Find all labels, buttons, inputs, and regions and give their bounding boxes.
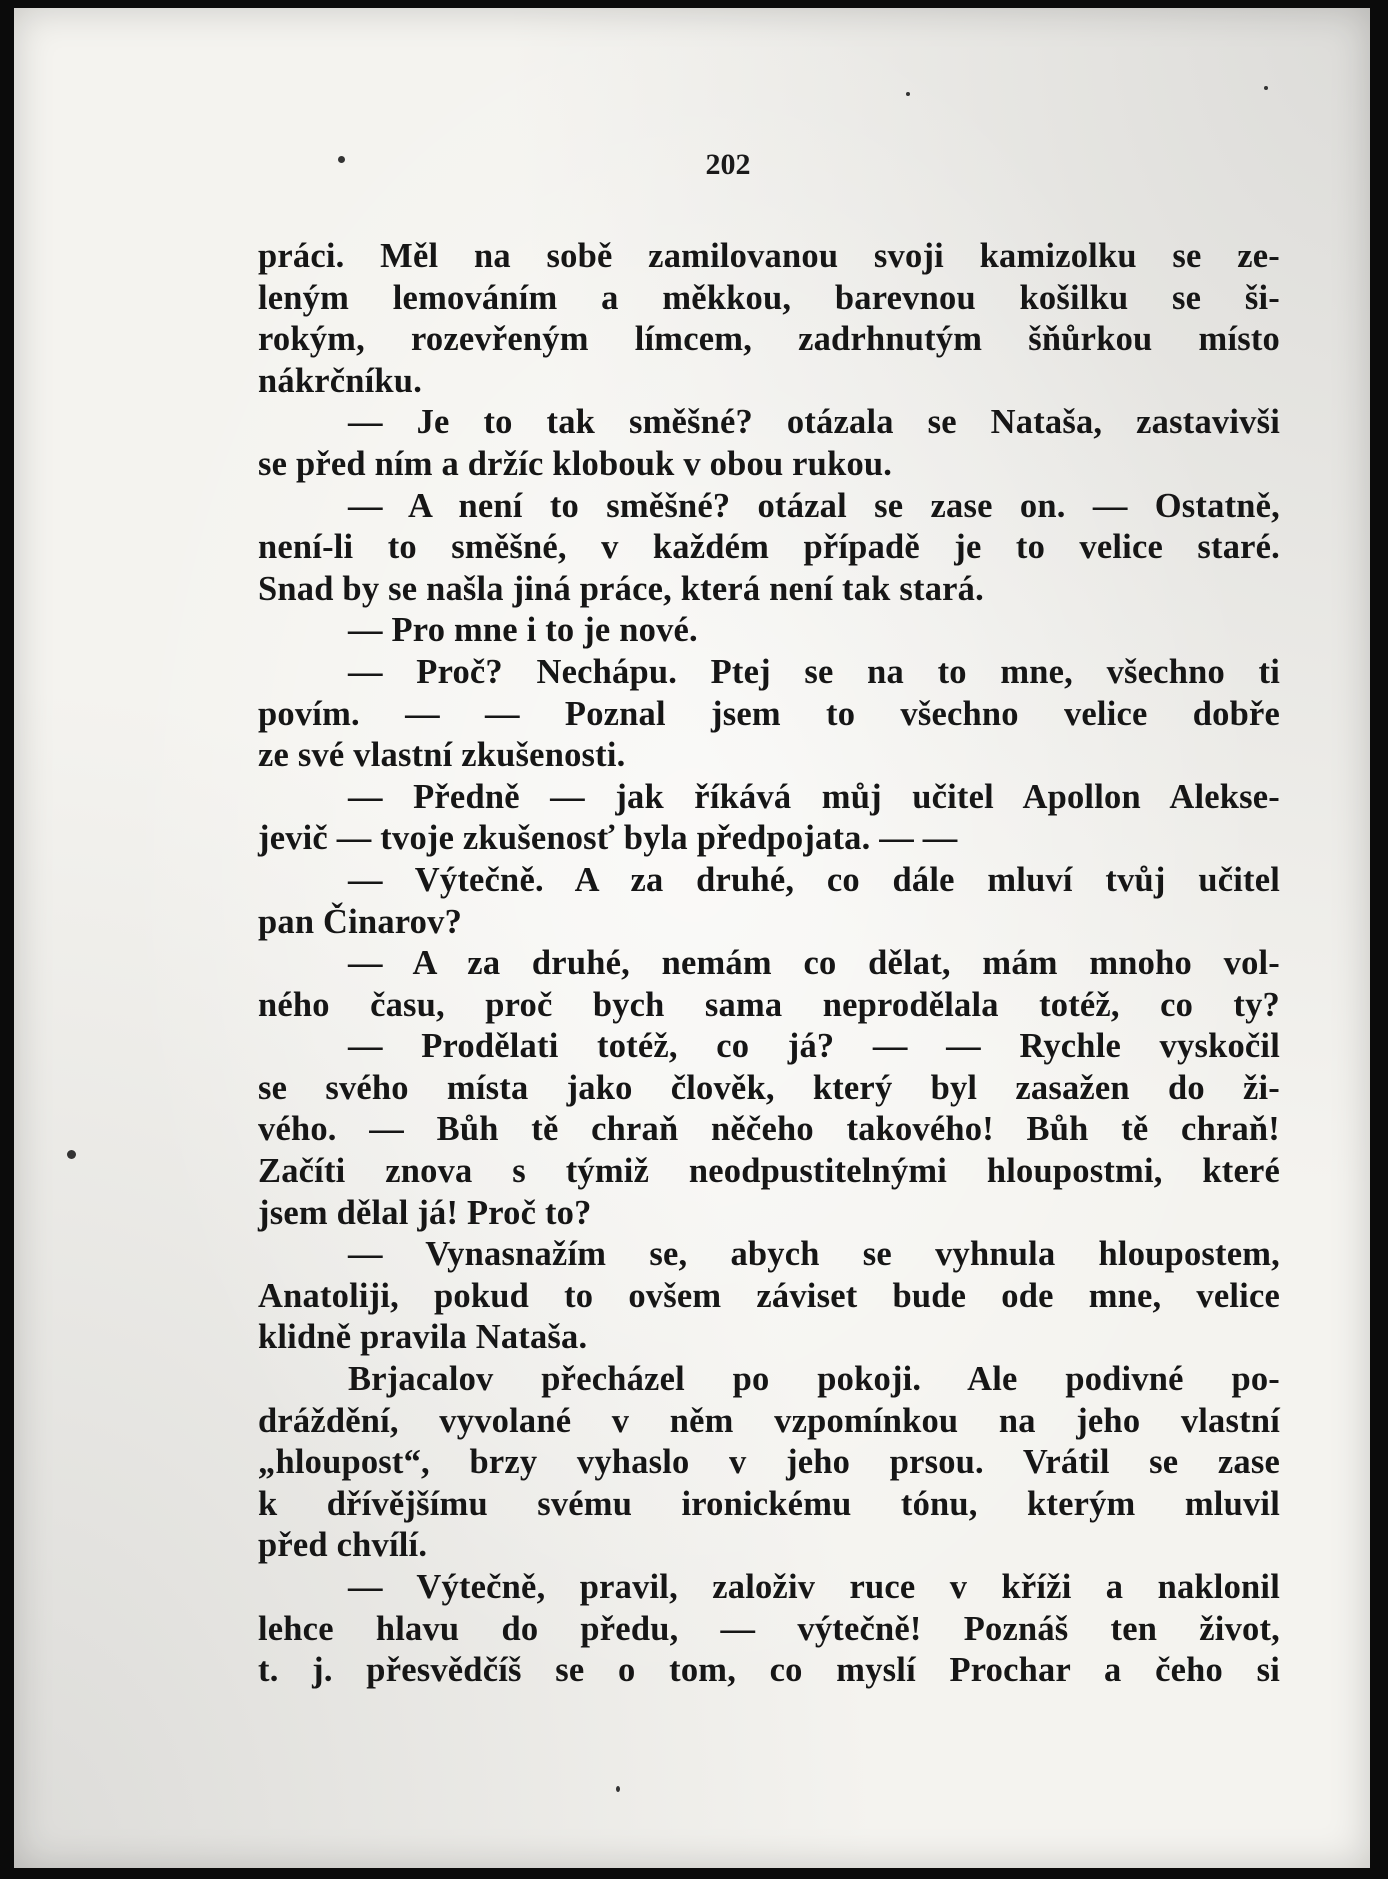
text-line: Anatoliji, pokud to ovšem záviset bude ode mne, velice (258, 1276, 1280, 1315)
text-line: pan Činarov? (258, 902, 463, 941)
print-speck (67, 1150, 76, 1159)
text-line: se před ním a držíc klobouk v obou rukou. (258, 444, 893, 483)
text-line: nákrčníku. (258, 361, 423, 400)
print-speck (1264, 86, 1268, 90)
text-line: jsem dělal já! Proč to? (258, 1193, 592, 1232)
page-number: 202 (705, 148, 751, 181)
text-line: — A není to směšné? otázal se zase on. — Ostatně, (348, 486, 1280, 525)
text-line: jevič — tvoje zkušenosť byla předpojata. — — (258, 819, 958, 858)
text-line: leným lemováním a měkkou, barevnou košilku se ši- (258, 278, 1280, 317)
text-line: t. j. přesvědčíš se o tom, co myslí Prochar a čeho si (258, 1651, 1280, 1690)
print-speck (906, 92, 910, 96)
text-line: — Proč? Nechápu. Ptej se na to mne, všechno ti (348, 652, 1280, 691)
text-line: není-li to směšné, v každém případě je to velice staré. (258, 528, 1280, 567)
text-line: klidně pravila Nataša. (258, 1318, 588, 1357)
text-line: ze své vlastní zkušenosti. (258, 736, 626, 775)
text-line: Snad by se našla jiná práce, která není tak stará. (258, 569, 984, 608)
text-line: — Prodělati totéž, co já? — — Rychle vyskočil (348, 1027, 1280, 1066)
text-line: — Předně — jak říkává můj učitel Apollon Alekse- (348, 777, 1280, 816)
text-line: ného času, proč bych sama neprodělala totéž, co ty? (258, 985, 1280, 1024)
book-page (14, 8, 1370, 1868)
print-speck (338, 156, 345, 163)
text-line: se svého místa jako člověk, který byl zasažen do ži- (258, 1068, 1280, 1107)
text-line: rokým, rozevřeným límcem, zadrhnutým šňůrkou místo (258, 320, 1280, 359)
text-line: povím. — — Poznal jsem to všechno velice dobře (258, 694, 1280, 733)
text-line: — Pro mne i to je nové. (348, 611, 698, 650)
text-line: „hloupost“, brzy vyhaslo v jeho prsou. Vrátil se zase (258, 1443, 1280, 1482)
text-line: k dřívějšímu svému ironickému tónu, kterým mluvil (258, 1484, 1280, 1523)
text-line: — Je to tak směšné? otázala se Nataša, zastavivši (348, 403, 1280, 442)
text-line: Brjacalov přecházel po pokoji. Ale podivné po- (348, 1360, 1280, 1399)
body-text (258, 236, 1280, 1692)
text-line: Začíti znova s týmiž neodpustitelnými hloupostmi, které (258, 1152, 1280, 1191)
text-line: před chvílí. (258, 1526, 428, 1565)
text-line: dráždění, vyvolané v něm vzpomínkou na jeho vlastní (258, 1401, 1280, 1440)
text-line: — Výtečně, pravil, založiv ruce v kříži a naklonil (348, 1568, 1280, 1606)
text-line: — A za druhé, nemám co dělat, mám mnoho vol- (348, 944, 1280, 983)
text-line: — Výtečně. A za druhé, co dále mluví tvůj učitel (348, 860, 1280, 899)
text-line: vého. — Bůh tě chraň něčeho takového! Bůh tě chraň! (258, 1110, 1280, 1149)
text-line: — Vynasnažím se, abych se vyhnula hloupostem, (348, 1235, 1280, 1274)
print-speck (616, 1786, 620, 1792)
text-line: lehce hlavu do předu, — výtečně! Poznáš ten život, (258, 1609, 1280, 1648)
text-line: práci. Měl na sobě zamilovanou svoji kamizolku se ze- (258, 237, 1280, 275)
